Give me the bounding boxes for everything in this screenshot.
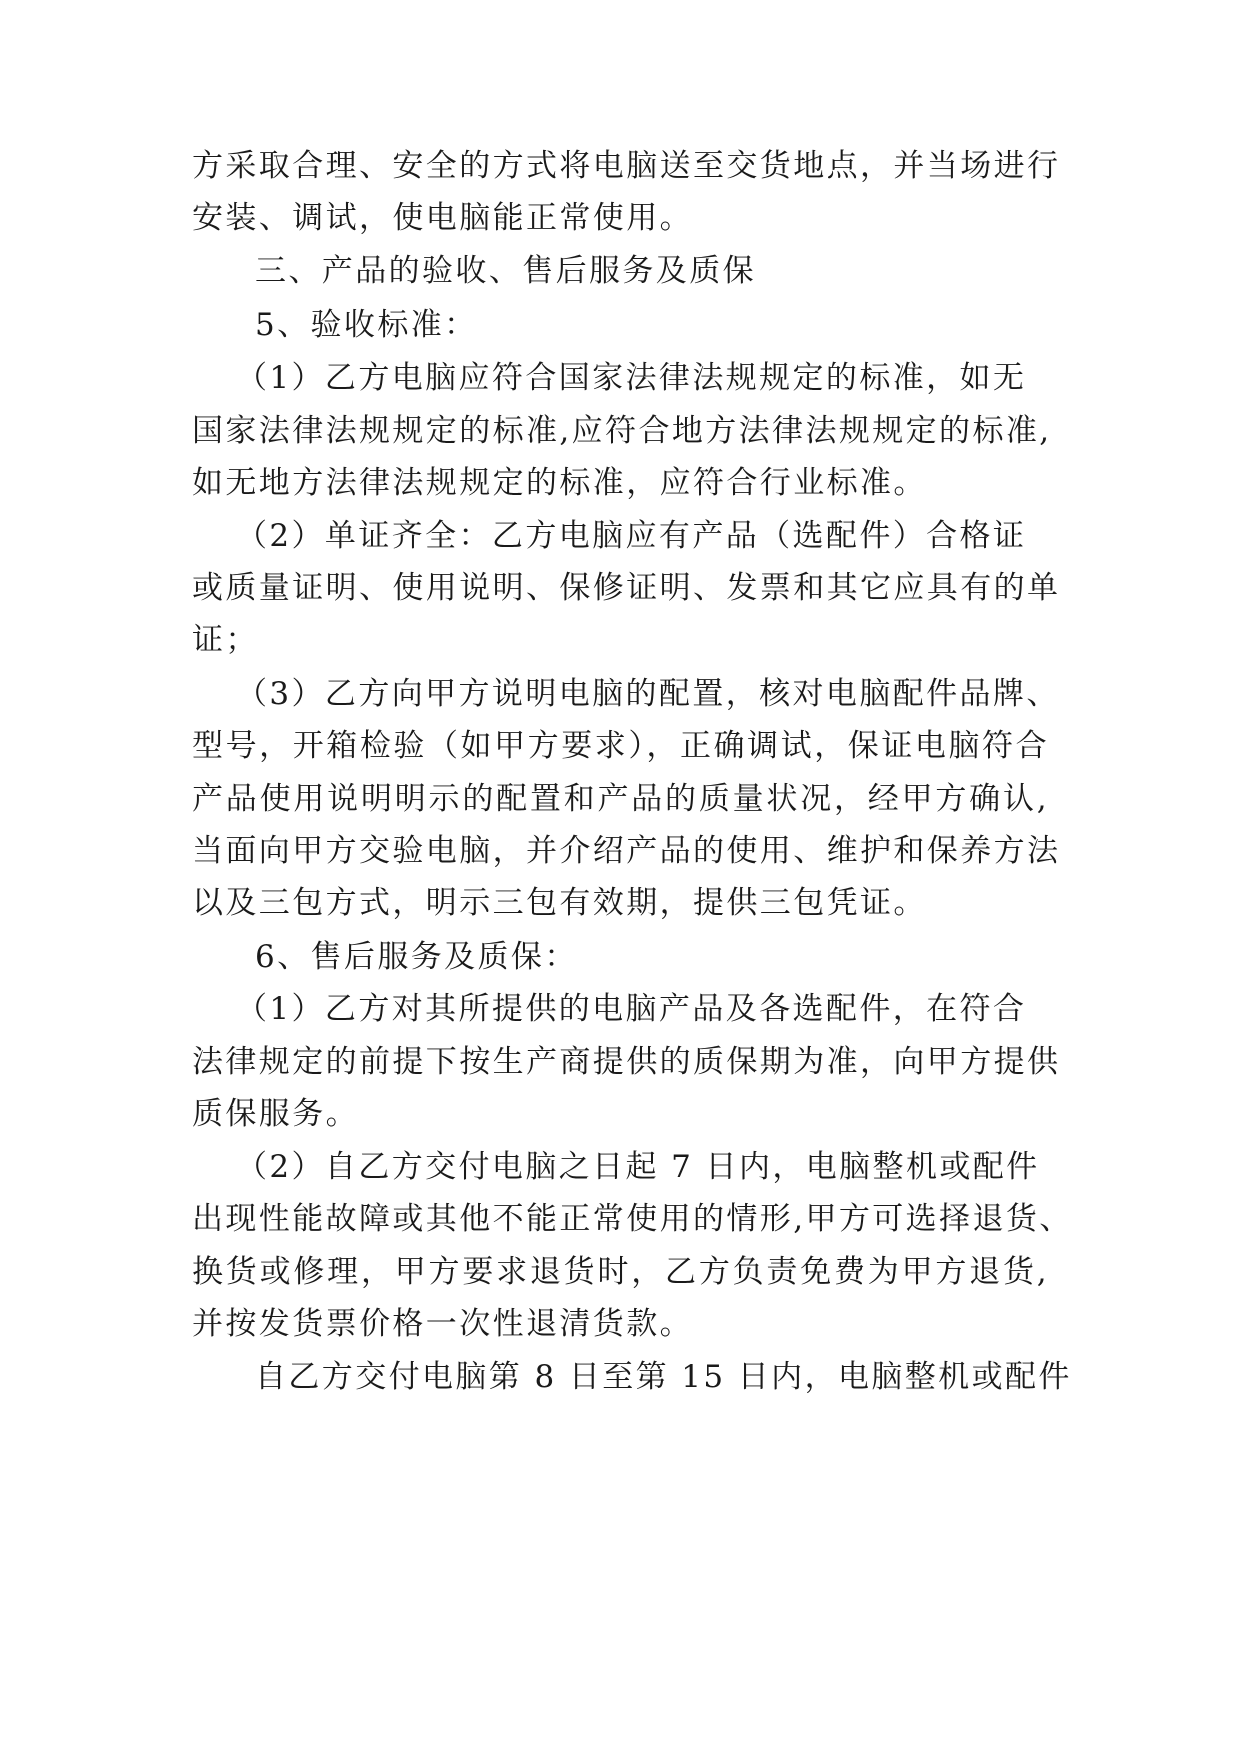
paragraph-line: 或质量证明、使用说明、保修证明、发票和其它应具有的单 (192, 570, 1061, 606)
subsection-heading: 6、售后服务及质保： (255, 939, 578, 975)
paragraph-line: 型号，开箱检验（如甲方要求），正确调试，保证电脑符合 (192, 728, 1049, 764)
paragraph-line: 换货或修理，甲方要求退货时，乙方负责免费为甲方退货, (192, 1254, 1049, 1290)
paragraph-line: （2）单证齐全：乙方电脑应有产品（选配件）合格证 (236, 518, 1027, 554)
paragraph-line: 自乙方交付电脑第 8 日至第 15 日内，电脑整机或配件 (255, 1359, 1072, 1395)
paragraph-line: （1）乙方对其所提供的电脑产品及各选配件，在符合 (236, 991, 1027, 1027)
paragraph-line: 当面向甲方交验电脑，并介绍产品的使用、维护和保养方法 (192, 833, 1061, 869)
paragraph-line: （1）乙方电脑应符合国家法律法规规定的标准，如无 (236, 360, 1027, 396)
paragraph-line: （2）自乙方交付电脑之日起 7 日内，电脑整机或配件 (236, 1149, 1040, 1185)
paragraph-line: 安装、调试，使电脑能正常使用。 (192, 200, 693, 236)
paragraph-line: 方采取合理、安全的方式将电脑送至交货地点，并当场进行 (192, 148, 1061, 184)
paragraph-line: 以及三包方式，明示三包有效期，提供三包凭证。 (192, 885, 927, 921)
paragraph-line: 国家法律法规规定的标准,应符合地方法律法规规定的标准, (192, 413, 1052, 449)
paragraph-line: （3）乙方向甲方说明电脑的配置，核对电脑配件品牌、 (236, 676, 1060, 712)
paragraph-line: 法律规定的前提下按生产商提供的质保期为准，向甲方提供 (192, 1044, 1061, 1080)
paragraph-line: 质保服务。 (192, 1096, 359, 1132)
section-heading: 三、产品的验收、售后服务及质保 (255, 253, 756, 289)
paragraph-line: 并按发货票价格一次性退清货款。 (192, 1306, 693, 1342)
paragraph-line: 证； (192, 622, 259, 658)
paragraph-line: 如无地方法律法规规定的标准，应符合行业标准。 (192, 465, 927, 501)
paragraph-line: 产品使用说明明示的配置和产品的质量状况，经甲方确认, (192, 781, 1049, 817)
paragraph-line: 出现性能故障或其他不能正常使用的情形,甲方可选择退货、 (192, 1201, 1073, 1237)
subsection-heading: 5、验收标准： (255, 307, 478, 343)
